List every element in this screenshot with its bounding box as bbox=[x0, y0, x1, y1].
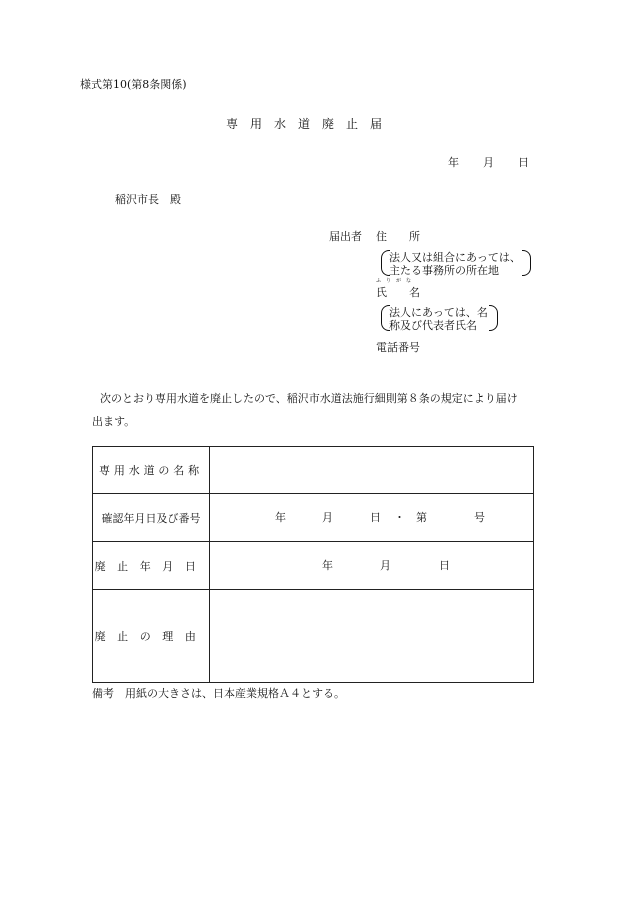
name-note-line1: 法人にあっては、名 bbox=[389, 306, 488, 319]
row-label-abolition-date: 廃止年月日 bbox=[93, 542, 210, 590]
row-label-water-supply-name: 専用水道の名称 bbox=[93, 447, 210, 494]
date-day: 日 bbox=[518, 156, 529, 169]
table-row bbox=[93, 590, 534, 683]
confirm-day: 日 bbox=[370, 511, 381, 524]
confirm-month: 月 bbox=[322, 511, 333, 524]
abolition-day: 日 bbox=[439, 559, 450, 572]
furigana-label: ふ り が な bbox=[376, 278, 412, 284]
table-row bbox=[93, 494, 534, 542]
document-title: 専 用 水 道 廃 止 届 bbox=[226, 117, 383, 131]
applicant-label: 届出者 bbox=[329, 230, 362, 243]
confirm-number-prefix: 第 bbox=[416, 511, 427, 524]
confirm-separator: ・ bbox=[394, 511, 405, 524]
confirm-year: 年 bbox=[275, 511, 286, 524]
date-month: 月 bbox=[483, 156, 494, 169]
row-label-confirmation-date-number: 確認年月日及び番号 bbox=[93, 494, 210, 542]
address-note-close-paren bbox=[522, 250, 531, 276]
table-row bbox=[93, 447, 534, 494]
form-number: 様式第10(第8条関係) bbox=[80, 78, 187, 91]
date-year: 年 bbox=[448, 156, 459, 169]
row-label-abolition-reason: 廃止の理由 bbox=[93, 590, 210, 683]
name-label: 氏 名 bbox=[376, 286, 420, 299]
name-note-close-paren bbox=[489, 305, 498, 331]
water-supply-name-field[interactable] bbox=[210, 447, 534, 494]
abolition-month: 月 bbox=[380, 559, 391, 572]
address-note-line1: 法人又は組合にあっては、 bbox=[389, 251, 521, 264]
abolition-reason-field[interactable] bbox=[210, 590, 534, 683]
table-row bbox=[93, 542, 534, 590]
remarks-note: 備考 用紙の大きさは、日本産業規格Ａ４とする。 bbox=[92, 687, 345, 700]
body-text-line1: 次のとおり専用水道を廃止したので、稲沢市水道法施行細則第８条の規定により届け bbox=[100, 392, 518, 405]
address-label: 住 所 bbox=[376, 230, 420, 243]
confirmation-date-number-field[interactable] bbox=[210, 494, 534, 542]
body-text-line2: 出ます。 bbox=[92, 415, 136, 428]
notification-table bbox=[92, 446, 534, 683]
phone-label: 電話番号 bbox=[376, 341, 420, 354]
address-note-line2: 主たる事務所の所在地 bbox=[389, 264, 499, 277]
addressee: 稲沢市長 殿 bbox=[115, 193, 181, 206]
name-note-line2: 称及び代表者氏名 bbox=[389, 319, 477, 332]
abolition-year: 年 bbox=[322, 559, 333, 572]
abolition-date-field[interactable] bbox=[210, 542, 534, 590]
confirm-number-suffix: 号 bbox=[474, 511, 485, 524]
